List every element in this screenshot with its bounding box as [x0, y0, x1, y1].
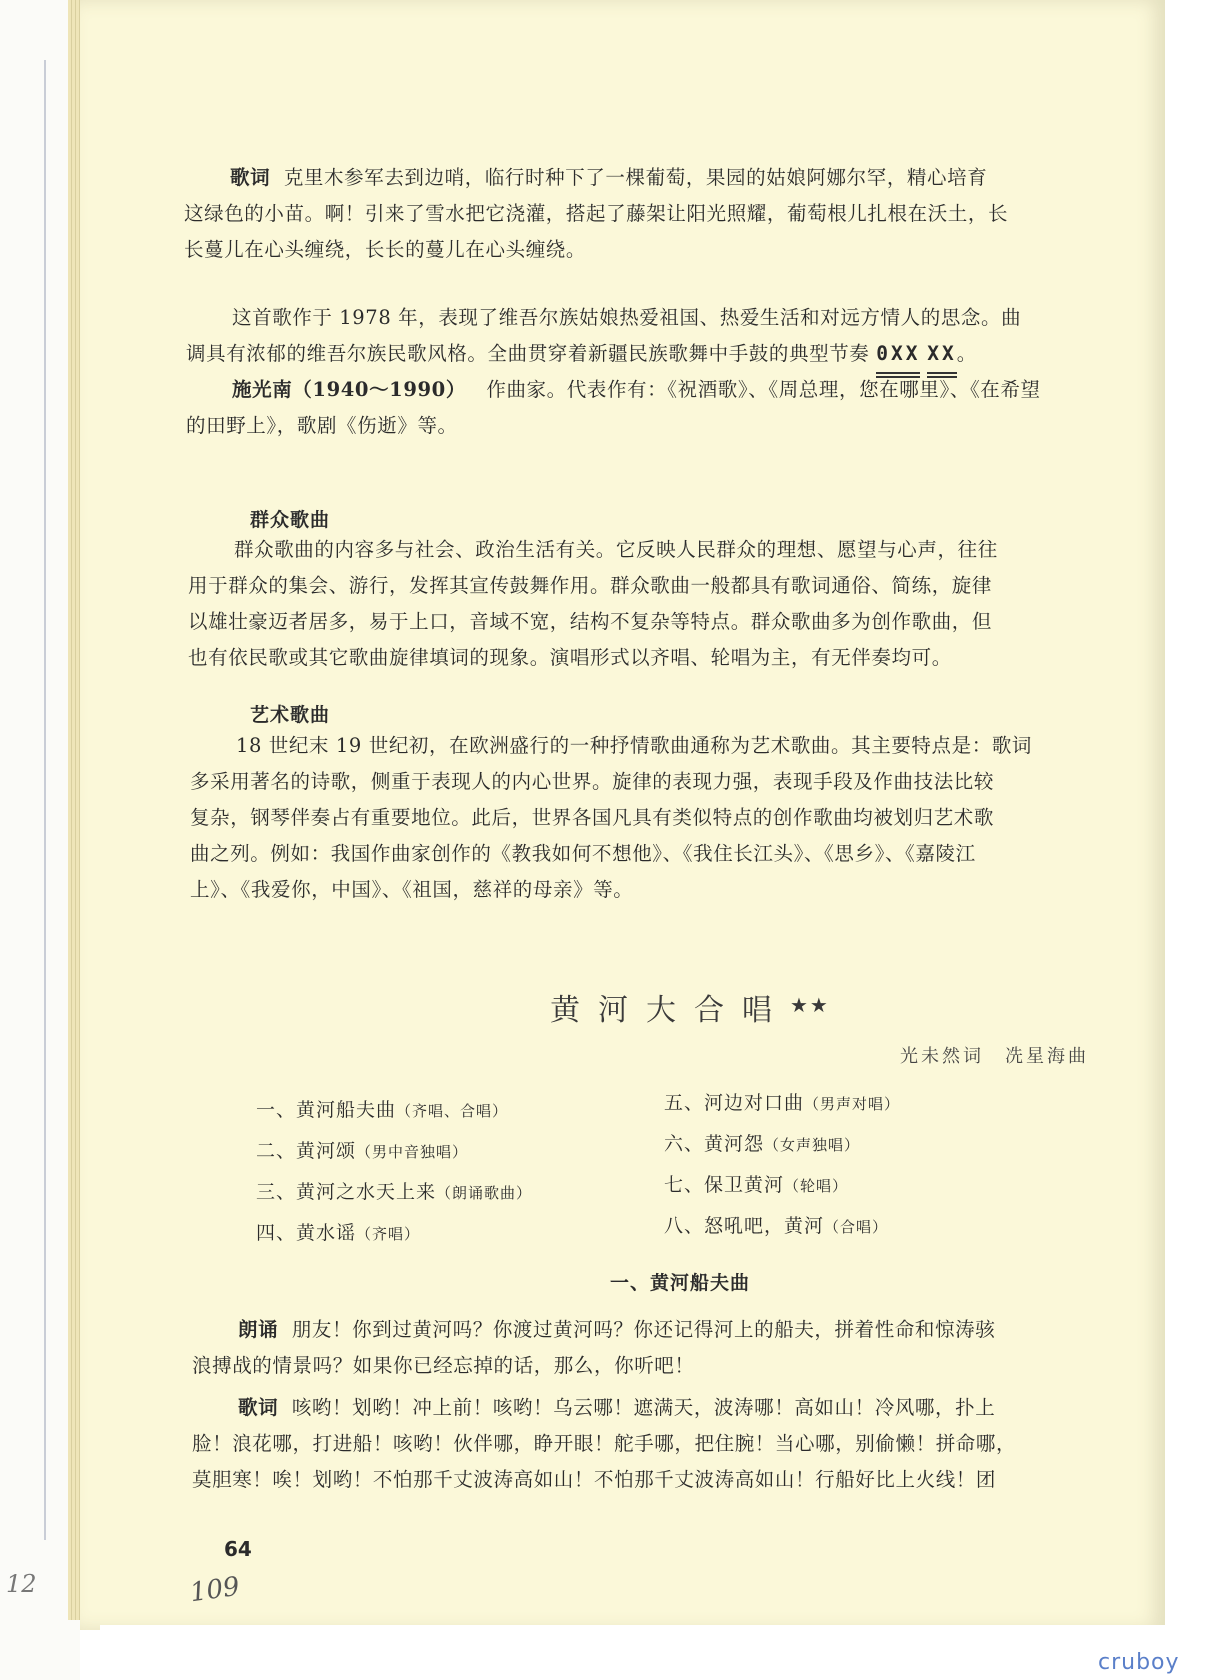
movement-item: 五、河边对口曲（男声对唱） [664, 1092, 901, 1114]
margin-handwritten-mark: 12 [6, 1570, 37, 1598]
lyrics-line: 莫胆寒！唉！划哟！不怕那千丈波涛高如山！不怕那千丈波涛高如山！行船好比上火线！团 [192, 1468, 997, 1491]
song-title-text: 黄河大合唱 [550, 993, 790, 1028]
intro-punctuation: 。 [956, 342, 977, 365]
lyrics-line: 脸！浪花哪，打进船！咳哟！伙伴哪，睁开眼！舵手哪，把住腕！当心哪，别偷懒！拼命哪， [192, 1432, 1017, 1455]
movement-item: 三、黄河之水天上来（朗诵歌曲） [256, 1181, 533, 1203]
movement-item: 四、黄水谣（齐唱） [256, 1222, 421, 1244]
lyrics-paragraph [184, 160, 1112, 268]
composer-works-cont: 的田野上》，歌剧《伤逝》等。 [186, 414, 458, 437]
lyrics-line: 克里木参军去到边哨，临行时种下了一棵葡萄，果园的姑娘阿娜尔罕，精心培育 [283, 166, 988, 189]
page-number: 64 [224, 1537, 252, 1561]
art-song-line: 上》、《我爱你，中国》、《祖国，慈祥的母亲》等。 [190, 878, 634, 901]
mass-song-line: 用于群众的集会、游行，发挥其宣传鼓舞作用。群众歌曲一般都具有歌词通俗、简练，旋律 [188, 574, 993, 597]
movement-item: 一、黄河船夫曲（齐唱、合唱） [256, 1099, 509, 1121]
movement-item: 六、黄河怨（女声独唱） [664, 1133, 861, 1155]
movement-item: 二、黄河颂（男中音独唱） [256, 1140, 469, 1162]
song-title [550, 985, 830, 1029]
scan-bottom-margin [100, 1625, 1210, 1680]
rhythm-notation: XX [927, 336, 956, 374]
intro-line: 这首歌作于 1978 年，表现了维吾尔族姑娘热爱祖国、热爱生活和对远方情人的思念。曲 [232, 306, 1022, 329]
recitation-line: 朋友！你到过黄河吗？你渡过黄河吗？你还记得河上的船夫，拼着性命和惊涛骇 [291, 1318, 996, 1341]
intro-line: 调具有浓郁的维吾尔族民歌风格。全曲贯穿着新疆民族歌舞中手鼓的典型节奏 [186, 342, 870, 365]
composer-works: 作曲家。代表作有：《祝酒歌》、《周总理，您在哪里》、《在希望 [486, 378, 1041, 401]
art-song-line: 曲之列。例如：我国作曲家创作的《教我如何不想他》、《我住长江头》、《思乡》、《嘉陵江 [190, 842, 976, 865]
mass-song-paragraph [188, 532, 1116, 676]
recitation-label: 朗诵 [238, 1318, 279, 1341]
watermark-text: cruboy [1098, 1650, 1180, 1675]
lyrics-line: 长蔓儿在心头缠绕，长长的蔓儿在心头缠绕。 [184, 238, 587, 261]
art-song-heading: 艺术歌曲 [250, 704, 331, 726]
difficulty-stars: ★★ [790, 993, 830, 1017]
mass-song-line: 以雄壮豪迈者居多，易于上口，音域不宽，结构不复杂等特点。群众歌曲多为创作歌曲，但 [188, 610, 993, 633]
composer-name: 施光南（1940～1990） [232, 378, 466, 401]
movements-list-left [256, 1090, 532, 1254]
song-credits: 光未然词 冼星海曲 [900, 1046, 1089, 1067]
mass-song-line: 也有依民歌或其它歌曲旋律填词的现象。演唱形式以齐唱、轮唱为主，有无伴奏均可。 [188, 646, 952, 669]
art-song-line: 复杂，钢琴伴奏占有重要地位。此后，世界各国凡具有类似特点的创作歌曲均被划归艺术歌 [190, 806, 995, 829]
movement-item: 八、怒吼吧，黄河（合唱） [664, 1215, 889, 1237]
recitation-paragraph [192, 1312, 1120, 1498]
mass-song-heading: 群众歌曲 [250, 509, 331, 531]
book-page [80, 0, 1165, 1630]
mass-song-line: 群众歌曲的内容多与社会、政治生活有关。它反映人民群众的理想、愿望与心声，往往 [234, 538, 998, 561]
recitation-line: 浪搏战的情景吗？如果你已经忘掉的话，那么，你听吧！ [192, 1354, 695, 1377]
lyrics-label: 歌词 [238, 1396, 279, 1419]
rhythm-notation: 0XX [876, 336, 920, 374]
art-song-line: 18 世纪末 19 世纪初，在欧洲盛行的一种抒情歌曲通称为艺术歌曲。其主要特点是：歌词 [236, 734, 1033, 757]
margin-rule [44, 60, 46, 1540]
lyrics-line: 咳哟！划哟！冲上前！咳哟！乌云哪！遮满天，波涛哪！高如山！冷风哪，扑上 [291, 1396, 996, 1419]
handwritten-page-number: 109 [188, 1571, 242, 1609]
movement-one-heading: 一、黄河船夫曲 [610, 1272, 751, 1294]
movements-list-right [664, 1083, 900, 1247]
art-song-line: 多采用著名的诗歌，侧重于表现人的内心世界。旋律的表现力强，表现手段及作曲技法比较 [190, 770, 995, 793]
scan-right-margin [1165, 0, 1210, 1630]
movement-item: 七、保卫黄河（轮唱） [664, 1174, 849, 1196]
song-intro-paragraph [186, 300, 1114, 444]
art-song-paragraph [190, 728, 1118, 908]
lyrics-line: 这绿色的小苗。啊！引来了雪水把它浇灌，搭起了藤架让阳光照耀，葡萄根儿扎根在沃土，长 [184, 202, 1009, 225]
lyrics-label: 歌词 [230, 166, 271, 189]
